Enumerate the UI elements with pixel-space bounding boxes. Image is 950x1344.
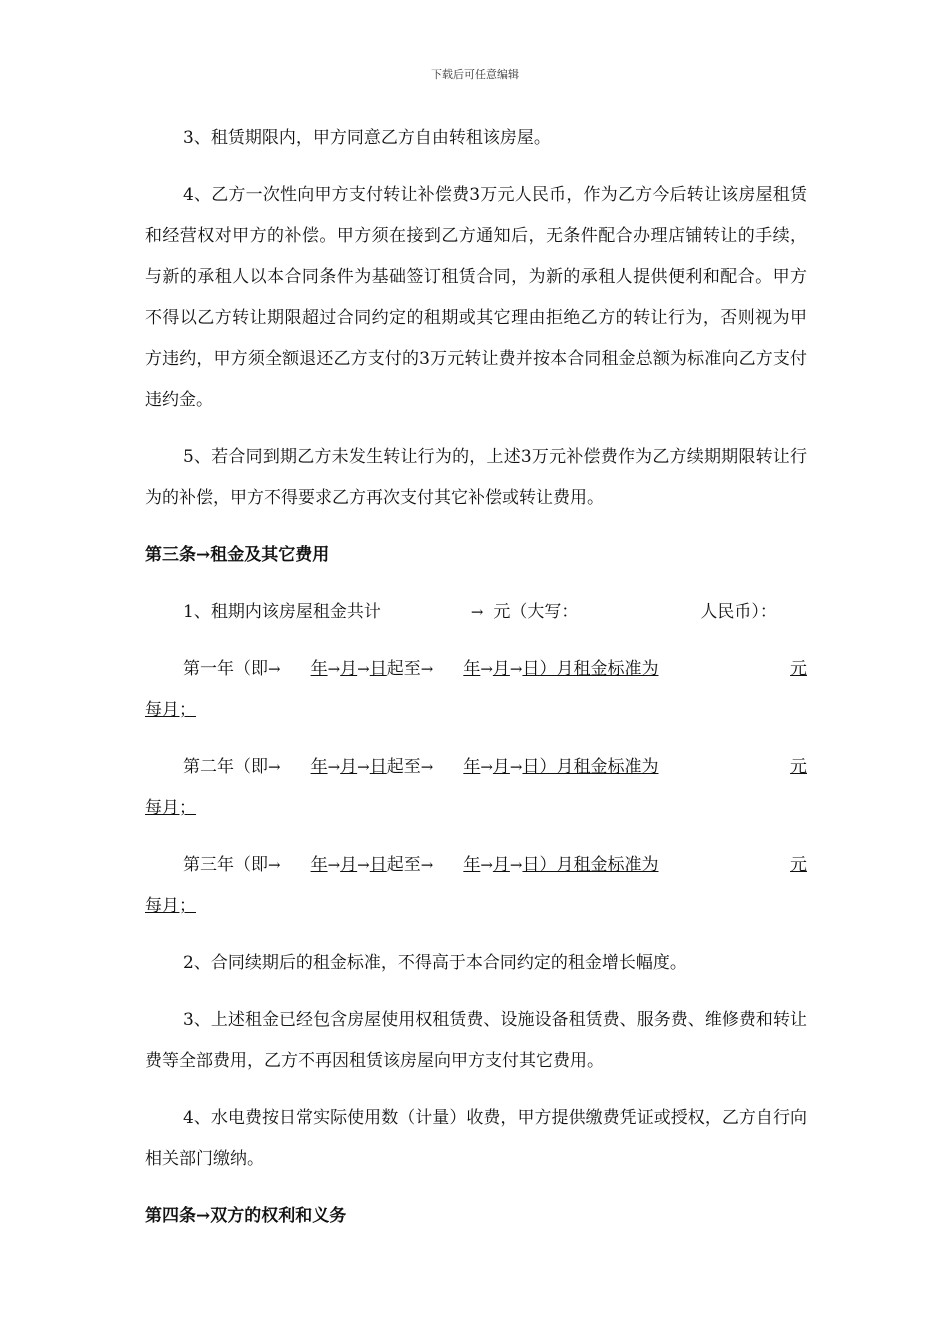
rent-total-arrow: → bbox=[470, 603, 484, 621]
clause-5-expiry: 5、若合同到期乙方未发生转让行为的，上述3万元补偿费作为乙方续期期限转让行为的补偿，甲方不得要求乙方再次支付其它补偿或转让费用。 bbox=[145, 447, 807, 508]
arrow-mark: → bbox=[420, 758, 434, 776]
arrow-mark: → bbox=[420, 660, 434, 678]
yuan-unit: 元 bbox=[790, 659, 807, 679]
year-label: 第二年（即 bbox=[183, 757, 268, 777]
arrow-mark: → bbox=[357, 856, 370, 874]
arrow-mark: → bbox=[268, 660, 281, 678]
per-month-label: 每月； bbox=[145, 798, 196, 818]
rent-standard-label: ）月租金标准为 bbox=[539, 757, 659, 777]
day-unit: 日 bbox=[369, 855, 387, 875]
year-unit: 年 bbox=[463, 757, 481, 777]
day-unit: 日 bbox=[369, 659, 387, 679]
year-unit: 年 bbox=[463, 659, 481, 679]
rent-year-2 bbox=[145, 747, 807, 829]
arrow-mark: → bbox=[480, 660, 493, 678]
day-unit: 日 bbox=[522, 757, 540, 777]
arrow-mark: → bbox=[509, 758, 523, 776]
month-unit: 月 bbox=[340, 855, 358, 875]
day-unit: 日 bbox=[522, 659, 540, 679]
section-4-heading: 第四条→双方的权利和义务 bbox=[145, 1206, 347, 1226]
rent-year-1 bbox=[145, 649, 807, 731]
rent-standard-label: ）月租金标准为 bbox=[539, 855, 659, 875]
arrow-mark: → bbox=[480, 758, 493, 776]
arrow-mark: → bbox=[357, 660, 370, 678]
clause-4-transfer-fee: 4、乙方一次性向甲方支付转让补偿费3万元人民币，作为乙方今后转让该房屋租赁和经营权对甲方的补偿。甲方须在接到乙方通知后，无条件配合办理店铺转让的手续，与新的承租人以本合同条件为基础签订租赁合同，为新的承租人提供便利和配合。甲方不得以乙方转让期限超过合同约定的租期或其它理由拒绝乙方的转让行为，否则视为甲方违约，甲方须全额退还乙方支付的3万元转让费并按本合同租金总额为标准向乙方支付违约金。 bbox=[145, 185, 807, 410]
arrow-mark: → bbox=[327, 758, 341, 776]
section-3-heading: 第三条→租金及其它费用 bbox=[145, 545, 330, 565]
arrow-mark: → bbox=[327, 660, 341, 678]
year-unit: 年 bbox=[310, 757, 328, 777]
arrow-mark: → bbox=[509, 660, 523, 678]
month-unit: 月 bbox=[492, 757, 510, 777]
to-label: 起至 bbox=[386, 855, 421, 875]
arrow-mark: → bbox=[357, 758, 370, 776]
arrow-mark: → bbox=[268, 758, 281, 776]
rent-standard-label: ）月租金标准为 bbox=[539, 659, 659, 679]
month-unit: 月 bbox=[492, 659, 510, 679]
rent-total-suffix: 人民币）： bbox=[700, 602, 777, 622]
rent-total-prefix: 1、租期内该房屋租金共计 bbox=[183, 602, 381, 622]
arrow-mark: → bbox=[480, 856, 493, 874]
year-label: 第一年（即 bbox=[183, 659, 268, 679]
month-unit: 月 bbox=[492, 855, 510, 875]
page-header-note: 下载后可任意编辑 bbox=[431, 68, 519, 81]
arrow-mark: → bbox=[327, 856, 341, 874]
month-unit: 月 bbox=[340, 757, 358, 777]
arrow-mark: → bbox=[268, 856, 281, 874]
section-3-item-4: 4、水电费按日常实际使用数（计量）收费，甲方提供缴费凭证或授权，乙方自行向相关部门缴纳。 bbox=[145, 1108, 807, 1169]
rent-total-mid: 元（大写： bbox=[493, 602, 579, 622]
yuan-unit: 元 bbox=[790, 855, 807, 875]
arrow-mark: → bbox=[509, 856, 523, 874]
to-label: 起至 bbox=[386, 659, 421, 679]
to-label: 起至 bbox=[386, 757, 421, 777]
per-month-label: 每月； bbox=[145, 896, 196, 916]
month-unit: 月 bbox=[340, 659, 358, 679]
day-unit: 日 bbox=[369, 757, 387, 777]
year-unit: 年 bbox=[463, 855, 481, 875]
section-3-item-3: 3、上述租金已经包含房屋使用权租赁费、设施设备租赁费、服务费、维修费和转让费等全部费用，乙方不再因租赁该房屋向甲方支付其它费用。 bbox=[145, 1010, 807, 1071]
document-body bbox=[145, 118, 807, 1237]
rent-total-line bbox=[145, 592, 807, 633]
clause-3-sublet: 3、租赁期限内，甲方同意乙方自由转租该房屋。 bbox=[183, 128, 551, 148]
year-unit: 年 bbox=[310, 659, 328, 679]
arrow-mark: → bbox=[420, 856, 434, 874]
year-unit: 年 bbox=[310, 855, 328, 875]
section-3-item-2: 2、合同续期后的租金标准，不得高于本合同约定的租金增长幅度。 bbox=[183, 953, 687, 973]
day-unit: 日 bbox=[522, 855, 540, 875]
year-label: 第三年（即 bbox=[183, 855, 268, 875]
per-month-label: 每月； bbox=[145, 700, 196, 720]
yuan-unit: 元 bbox=[790, 757, 807, 777]
rent-total-blank bbox=[381, 602, 494, 622]
rent-year-3 bbox=[145, 845, 807, 927]
